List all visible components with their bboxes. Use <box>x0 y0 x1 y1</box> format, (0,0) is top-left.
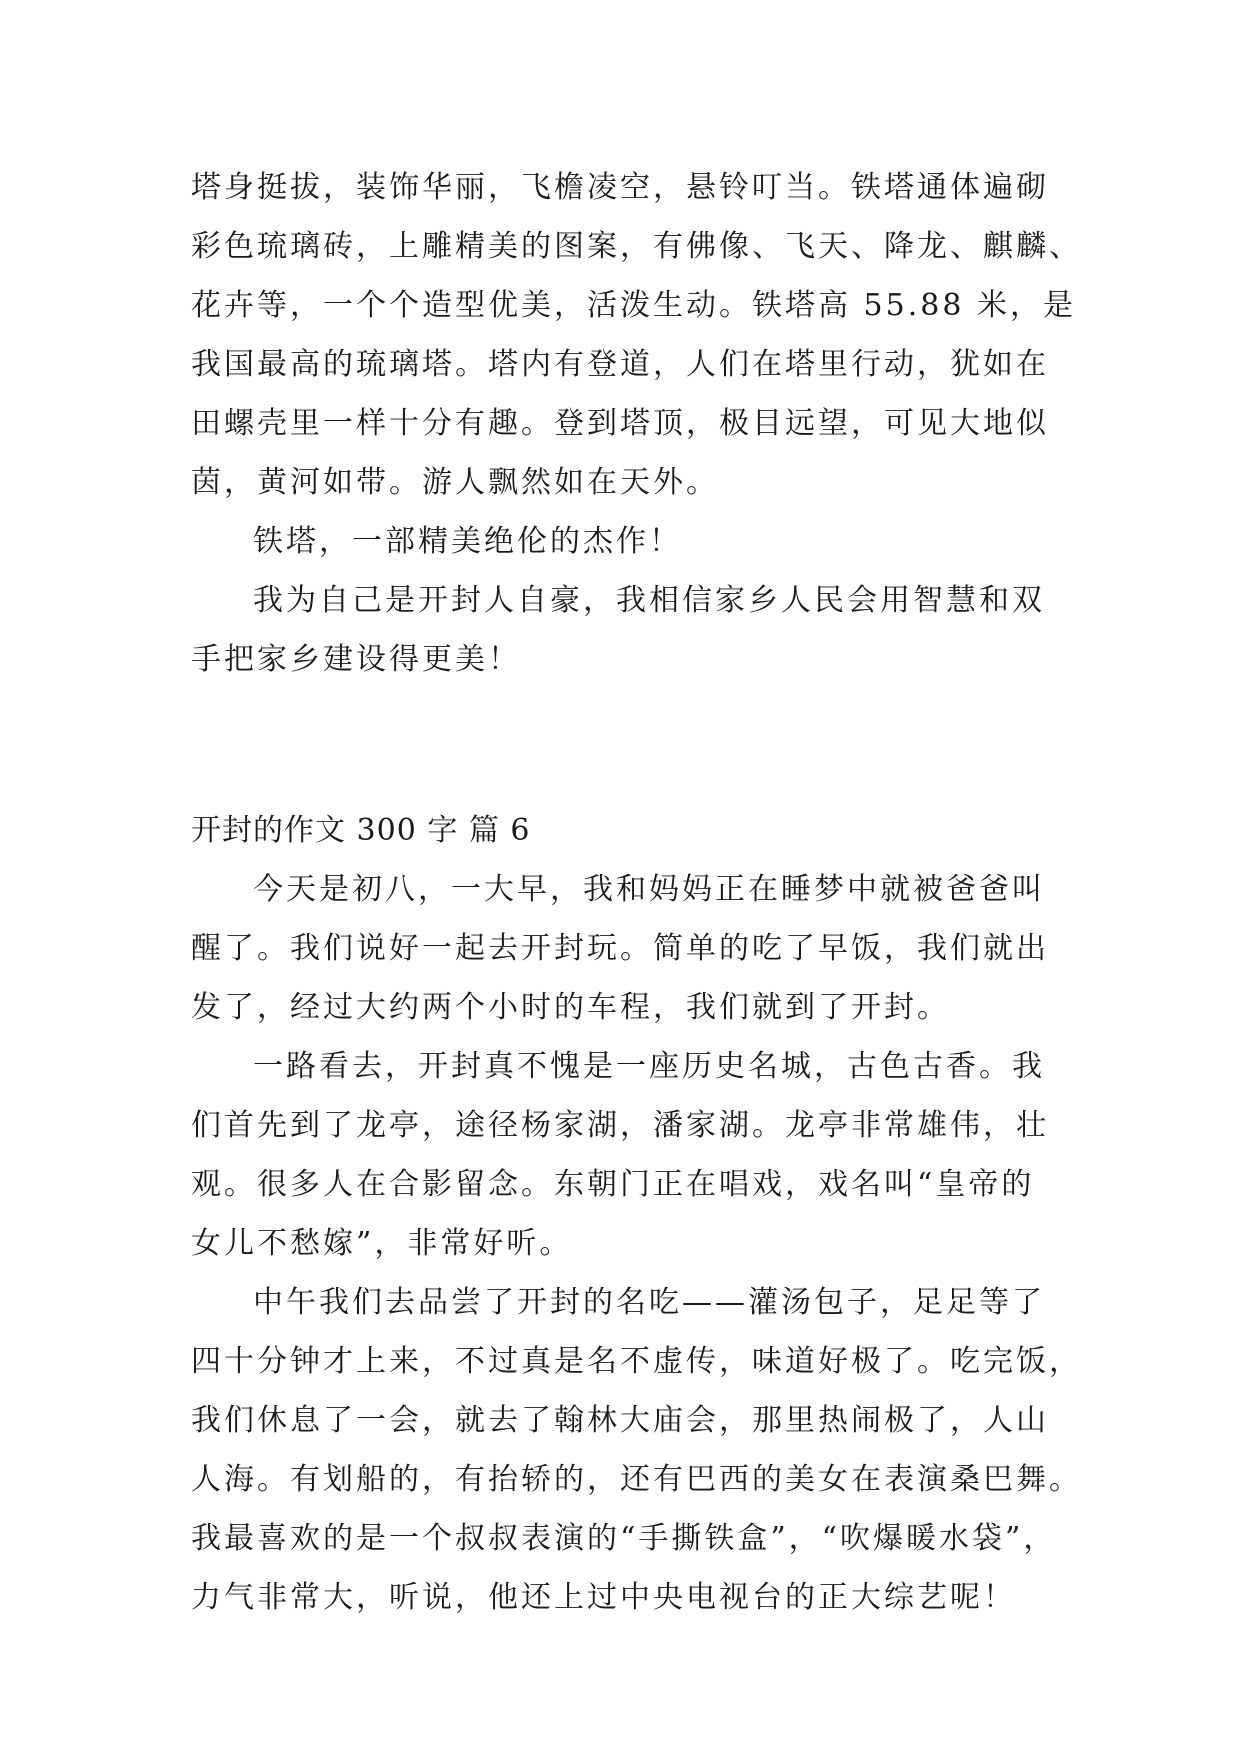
text-line: 一路看去，开封真不愧是一座历史名城，古色古香。我 <box>253 1049 1045 1084</box>
text-line: 中午我们去品尝了开封的名吃——灌汤包子，足足等了 <box>253 1285 1045 1320</box>
text-line: 铁塔，一部精美绝伦的杰作！ <box>253 524 682 559</box>
paragraph-tower-description <box>191 158 1082 512</box>
text-line: 塔身挺拔，装饰华丽，飞檐凌空，悬铃叮当。铁塔通体遍砌 <box>191 170 1049 205</box>
text-line: 我最喜欢的是一个叔叔表演的“手撕铁盒”，“吹爆暖水袋”， <box>191 1521 1057 1556</box>
paragraph-historic-city <box>191 1037 1063 1273</box>
text-line: 四十分钟才上来，不过真是名不虚传，味道好极了。吃完饭， <box>191 1344 1082 1379</box>
text-line: 力气非常大，听说，他还上过中央电视台的正大综艺呢！ <box>191 1580 1016 1615</box>
paragraph-tower-masterpiece <box>191 512 1063 571</box>
text-line: 花卉等，一个个造型优美，活泼生动。铁塔高 55.88 米，是 <box>191 288 1076 323</box>
text-line: 人海。有划船的，有抬轿的，还有巴西的美女在表演桑巴舞。 <box>191 1462 1082 1497</box>
text-line: 今天是初八，一大早，我和妈妈正在睡梦中就被爸爸叫 <box>253 872 1045 907</box>
text-line: 发了，经过大约两个小时的车程，我们就到了开封。 <box>191 990 950 1025</box>
text-line: 彩色琉璃砖，上雕精美的图案，有佛像、飞天、降龙、麒麟、 <box>191 229 1082 264</box>
paragraph-morning-trip <box>191 860 1063 1037</box>
text-line: 女儿不愁嫁”，非常好听。 <box>191 1226 573 1261</box>
text-line: 茵，黄河如带。游人飘然如在天外。 <box>191 465 719 500</box>
text-line: 观。很多人在合影留念。东朝门正在唱戏，戏名叫“皇帝的 <box>191 1167 1035 1202</box>
text-line: 我国最高的琉璃塔。塔内有登道，人们在塔里行动，犹如在 <box>191 347 1049 382</box>
document-body <box>191 158 1082 1627</box>
section-heading: 开封的作文 300 字 篇 6 <box>191 813 531 848</box>
section-spacer <box>191 689 1063 801</box>
paragraph-hometown-pride <box>191 571 1063 689</box>
text-line: 田螺壳里一样十分有趣。登到塔顶，极目远望，可见大地似 <box>191 406 1049 441</box>
text-line: 我为自己是开封人自豪，我相信家乡人民会用智慧和双 <box>253 583 1045 618</box>
text-line: 们首先到了龙亭，途径杨家湖，潘家湖。龙亭非常雄伟，壮 <box>191 1108 1049 1143</box>
text-line: 醒了。我们说好一起去开封玩。简单的吃了早饭，我们就出 <box>191 931 1049 966</box>
text-line: 手把家乡建设得更美！ <box>191 642 521 677</box>
paragraph-noon-fair <box>191 1273 1082 1627</box>
text-line: 我们休息了一会，就去了翰林大庙会，那里热闹极了，人山 <box>191 1403 1049 1438</box>
